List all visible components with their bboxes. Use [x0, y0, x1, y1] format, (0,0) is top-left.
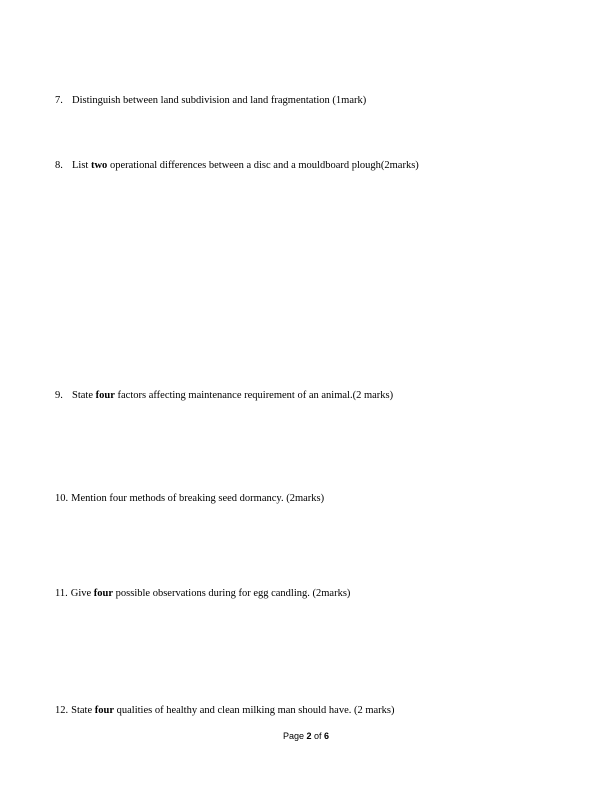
- question-number: 9.: [55, 390, 63, 401]
- question-7: [55, 94, 366, 107]
- question-text-rest: possible observations during for egg candling. (2marks): [113, 588, 351, 599]
- question-11: [55, 587, 350, 600]
- question-8: [55, 159, 419, 172]
- question-text: Mention four methods of breaking seed dormancy. (2marks): [71, 493, 325, 504]
- page-footer: [0, 731, 612, 742]
- question-number: 8.: [55, 160, 63, 171]
- question-text-rest: factors affecting maintenance requirement of an animal.(2 marks): [114, 390, 394, 401]
- of-label: of: [311, 731, 325, 741]
- total-pages: 6: [324, 731, 330, 741]
- question-text: Give: [70, 588, 94, 599]
- question-text-rest: operational differences between a disc and a mouldboard plough(2marks): [107, 160, 419, 171]
- question-number: 12.: [55, 705, 69, 716]
- question-number: 10.: [55, 493, 69, 504]
- page-number: 2: [306, 731, 312, 741]
- question-text: Distinguish between land subdivision and land fragmentation (1mark): [72, 95, 367, 106]
- question-text-rest: qualities of healthy and clean milking man should have. (2 marks): [114, 705, 395, 716]
- question-12: [55, 704, 395, 717]
- question-text: List: [72, 160, 91, 171]
- question-10: [55, 492, 324, 505]
- question-text: State: [71, 705, 95, 716]
- question-number: 11.: [55, 588, 68, 599]
- question-9: [55, 389, 393, 402]
- question-emphasis: four: [95, 390, 115, 401]
- question-emphasis: two: [90, 160, 108, 171]
- page-label: Page: [282, 731, 307, 741]
- question-number: 7.: [55, 95, 63, 106]
- question-text: State: [72, 390, 96, 401]
- question-emphasis: four: [94, 705, 114, 716]
- question-emphasis: four: [93, 588, 114, 599]
